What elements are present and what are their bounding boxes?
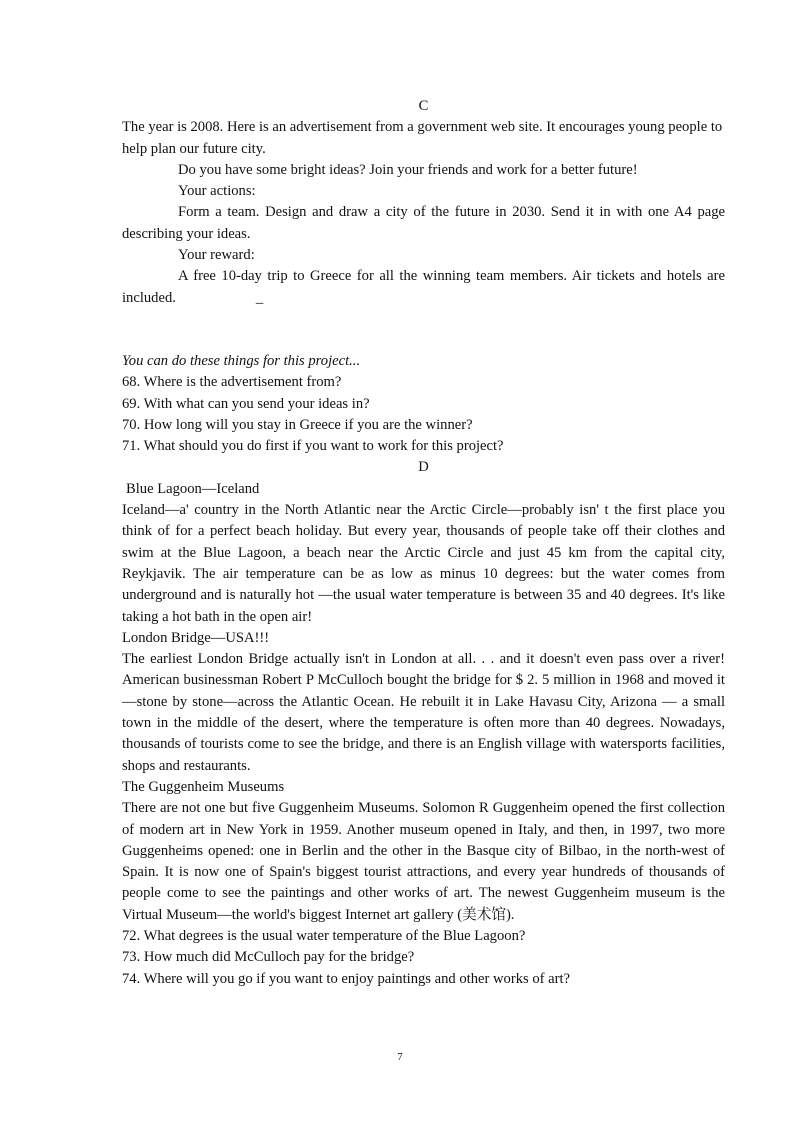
- reward-text: [122, 266, 725, 309]
- ad-line: Do you have some bright ideas? Join your friends and work for a better future!: [178, 161, 638, 178]
- document-page: [122, 96, 725, 990]
- question-71: 71. What should you do first if you want to work for this project?: [122, 438, 504, 455]
- section-c-prompt: You can do these things for this project...: [122, 352, 361, 369]
- spacer: [122, 309, 725, 351]
- underscore-mark: _: [255, 289, 264, 306]
- page-number: 7: [397, 1051, 403, 1063]
- blue-lagoon-title: Blue Lagoon—Iceland: [126, 480, 260, 497]
- actions-text: Form a team. Design and draw a city of the future in 2030. Send it in with one A4 page describing your ideas.: [122, 204, 725, 242]
- blue-lagoon-text: Iceland—a' country in the North Atlantic near the Arctic Circle—probably isn' t the first place you think of for a perfect beach holiday. But every year, thousands of people take off their clothes and swim at the Blue Lagoon, a beach near the Arctic Circle and just 45 km from the capital city, Reykjavik. The air temperature can be as low as minus 10 degrees: but the water comes from underground and is naturally hot —the usual water temperature is between 35 and 40 degrees. It's like taking a hot bath in the open air!: [122, 502, 725, 625]
- london-bridge-title: London Bridge—USA!!!: [122, 629, 270, 646]
- question-74: 74. Where will you go if you want to enjoy paintings and other works of art?: [122, 970, 570, 987]
- guggenheim-title: The Guggenheim Museums: [122, 778, 285, 795]
- section-c-heading: C: [418, 98, 429, 114]
- question-69: 69. With what can you send your ideas in?: [122, 395, 370, 412]
- london-bridge-text: The earliest London Bridge actually isn't in London at all. . . and it doesn't even pass over a river! American businessman Robert P McCulloch bought the bridge for $ 2. 5 million in 1968 and moved it—stone by stone—across the Atlantic Ocean. He rebuilt it in Lake Havasu City, Arizona — a small town in the middle of the desert, where the temperature is often more than 40 degrees. Nowadays, thousands of tourists come to see the bridge, and there is an English village with watersports facilities, shops and restaurants.: [122, 651, 725, 774]
- question-70: 70. How long will you stay in Greece if you are the winner?: [122, 416, 473, 433]
- section-d-heading: D: [418, 459, 429, 476]
- guggenheim-text: There are not one but five Guggenheim Museums. Solomon R Guggenheim opened the first collection of modern art in New York in 1959. Another museum opened in Italy, and then, in 1997, two more Guggenheims opened: one in Berlin and the other in the Basque city of Bilbao, in the north-west of Spain. It is now one of Spain's biggest tourist attractions, and every year hundreds of thousands of people come to see the paintings and other works of art. The newest Guggenheim museum is the Virtual Museum—the world's biggest Internet art gallery (美术馆).: [122, 800, 725, 923]
- question-73: 73. How much did McCulloch pay for the bridge?: [122, 949, 415, 966]
- reward-label: Your reward:: [178, 247, 255, 264]
- actions-label: Your actions:: [178, 183, 256, 200]
- question-68: 68. Where is the advertisement from?: [122, 374, 342, 391]
- question-72: 72. What degrees is the usual water temperature of the Blue Lagoon?: [122, 927, 526, 944]
- reward-text-body: A free 10-day trip to Greece for all the winning team members. Air tickets and hotels are included.: [122, 268, 725, 306]
- section-c-intro: The year is 2008. Here is an advertisement from a government web site. It encourages young people to help plan our future city.: [122, 119, 723, 157]
